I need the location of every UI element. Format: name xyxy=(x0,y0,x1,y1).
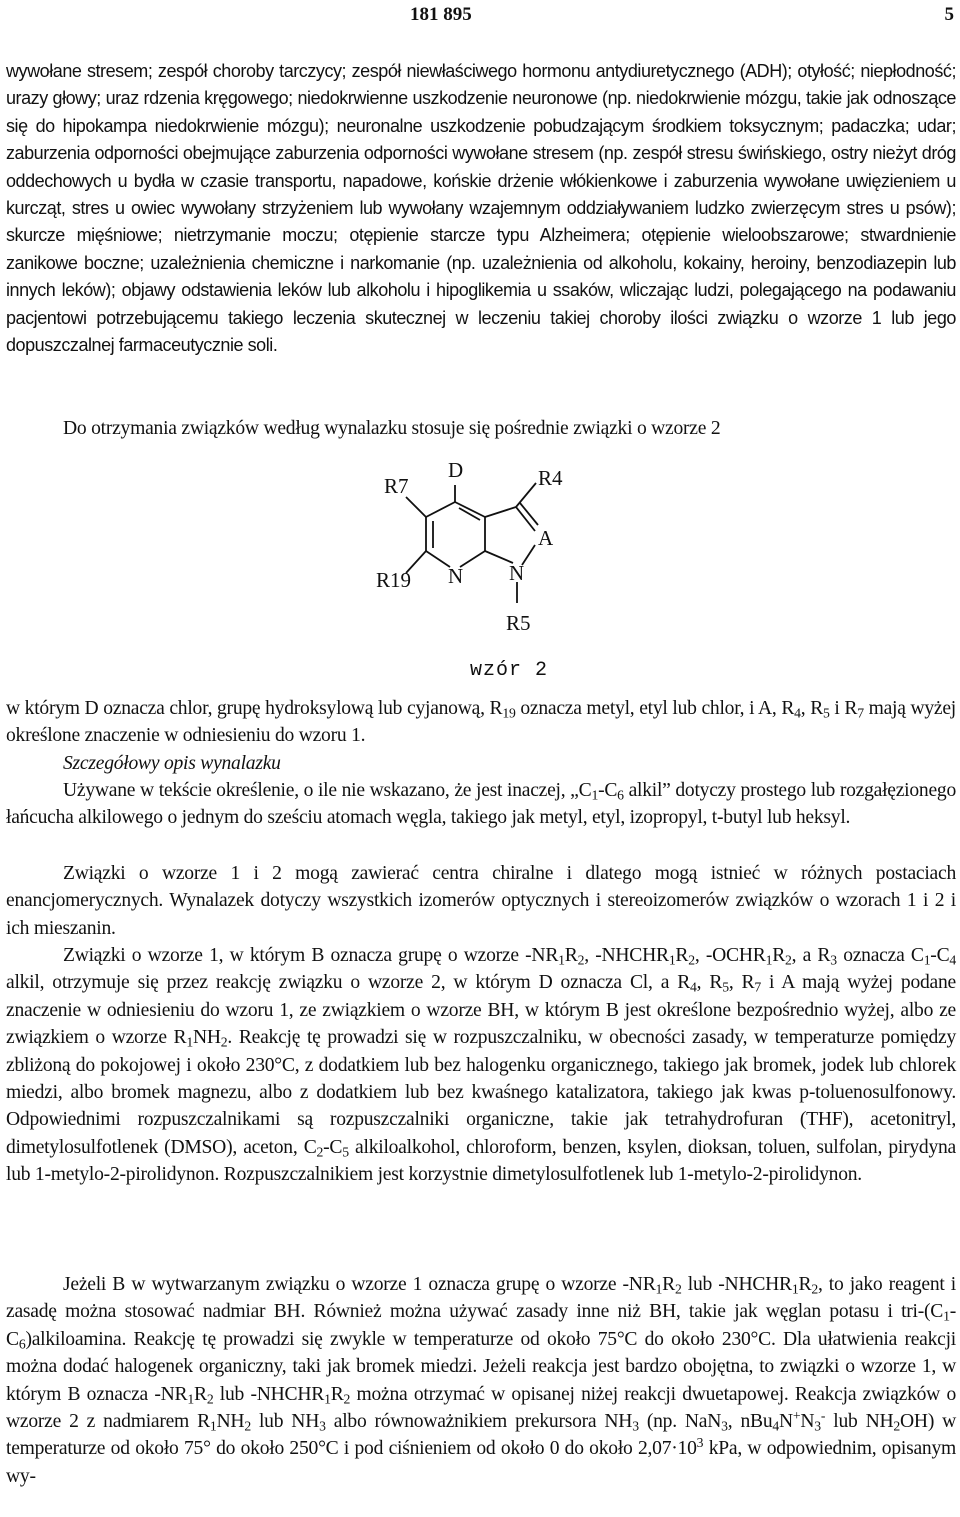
page-index: 5 xyxy=(944,4,954,25)
paragraph-alkyl-definition: Używane w tekście określenie, o ile nie wskazano, że jest inaczej, $„C_1-C_6$ alkil” dotyczy prostego lub rozgałęzionego łańcucha alkilowego o jednym do sześciu atomach węgla, takiego jak metyl, etyl, izopropyl, t-butyl lub heksyl. xyxy=(6,780,956,829)
formula-2-structure xyxy=(370,455,610,655)
patent-number: 181 895 xyxy=(410,4,472,25)
paragraph-formula-definitions: w którym D oznacza chlor, grupę hydroksylową lub cyjanową, $R_{19}$ oznacza metyl, etyl lub chlor, i A, $R_4$, $R_5$ i $R_7$ mają wyżej określone znaczenie w odniesieniu do wzoru 1. xyxy=(6,698,956,747)
label-r19: R19 xyxy=(376,568,412,592)
label-r4: R4 xyxy=(538,466,563,490)
paragraph-reaction-conditions: Związki o wzorze 1, w którym B oznacza grupę o wzorze $-NR_1R_2$, $-NHCHR_1R_2$, $-OCHR_1R_2$, a $R_3$ oznacza $C_1-C_4$ alkil, otrzymuje się przez reakcję związku o wzorze 2, w którym D oznacza Cl, a $R_4$, $R_5$, $R_7$ i A mają wyżej podane znaczenie w odniesieniu do wzoru 1, ze związkiem o wzorze BH, w którym B jest określone bezpośrednio wyżej, albo ze związkiem o wzorze $R_1NH_2$. Reakcję tę prowadzi się w rozpuszczalniku, w obecności zasady, w temperaturze pomiędzy zbliżoną do pokojowej i około 230°C, z dodatkiem lub bez halogenku organicznego, takiego jak bromek, jodek lub chlorek miedzi, albo bromek magnezu, albo z dodatkiem lub bez kwaśnego katalizatora, takiego jak kwas p-toluenosulfonowy. Odpowiednimi rozpuszczalnikami są rozpuszczalniki organiczne, takie jak tetrahydrofuran (THF), acetonitryl, dimetylosulfotlenek (DMSO), aceton, $C_2-C_5$ alkiloalkohol, chloroform, benzen, ksylen, dioksan, toluen, sulfolan, pirydyna lub 1-metylo-2-pirolidynon. Rozpuszczalnikiem jest korzystnie dimetylosulfotlenek lub 1-metylo-2-pirolidynon. xyxy=(6,945,956,1186)
paragraph-diseases-list: wywołane stresem; zespół choroby tarczycy; zespół niewłaściwego hormonu antydiuretycznego (ADH); otyłość; niepłodność; urazy głowy; uraz rdzenia kręgowego; niedokrwienne uszkodzenie neuronowe (np. niedokrwienie mózgu, takie jak odnoszące się do hipokampa niedokrwienie mózgu); neuronalne uszkodzenie pobudzającym środkiem toksycznym; padaczka; udar; zaburzenia odporności obejmujące zaburzenia odporności wywołane stresem (np. zespół stresu świńskiego, ostry nieżyt dróg oddechowych u bydła w czasie transportu, napadowe, końskie drżenie włókienkowe i zaburzenia wywołane uwięzieniem u kurcząt, stres u owiec wywołany strzyżeniem lub wywołany wzajemnym oddziaływaniem ludzko zwierzęcym stres u psów); skurcze mięśniowe; nietrzymanie moczu; otępienie starcze typu Alzheimera; otępienie wieloobszarowe; stwardnienie zanikowe boczne; uzależnienia chemiczne i narkomanie (np. uzależnienia od alkoholu, kokainy, heroiny, benzodiazepin lub innych leków); objawy odstawienia leków lub alkoholu i hipoglikemia u ssaków, wliczając ludzi, polegającego na podawaniu pacjentowi potrzebującemu takiego leczenia skutecznej w leczeniu takiej choroby ilości związku o wzorze 1 lub jego dopuszczalnej farmaceutycznie soli. xyxy=(6,61,956,356)
paragraph-intermediate-intro: Do otrzymania związków według wynalazku stosuje się pośrednie związki o wzorze 2 xyxy=(63,418,721,439)
formula-caption: wzór 2 xyxy=(470,659,549,682)
label-r7: R7 xyxy=(384,474,409,498)
paragraph-chirality: Związki o wzorze 1 i 2 mogą zawierać centra chiralne i dlatego mogą istnieć w różnych postaciach enancjomerycznych. Wynalazek dotyczy wszystkich izomerów optycznych i stereoizomerów związków o wzorach 1 i 2 i ich mieszanin. xyxy=(6,863,956,939)
label-a: A xyxy=(538,526,554,550)
label-n-pyridine: N xyxy=(448,564,464,588)
section-heading: Szczegółowy opis wynalazku xyxy=(63,753,281,774)
page-header xyxy=(0,4,960,28)
label-d: D xyxy=(448,458,464,482)
structure-bonds xyxy=(406,483,538,603)
label-r5: R5 xyxy=(506,611,531,635)
paragraph-excess-bh: Jeżeli B w wytwarzanym związku o wzorze 1 oznacza grupę o wzorze $-NR_1R_2$ lub $-NHCHR_1R_2$, to jako reagent i zasadę można stosować nadmiar BH. Również można używać zasady inne niż BH, takie jak węglan potasu i tri-$(C_1-C_6)alkiloamina$. Reakcję tę prowadzi się zwykle w temperaturze od około 75°C do około 230°C. Dla ułatwienia reakcji można dodać halogenek organiczny, taki jak bromek miedzi. Jeżeli reakcja jest bardzo obojętna, to związki o wzorze 1, w którym B oznacza $-NR_1R_2$ lub $-NHCHR_1R_2$ można otrzymać w opisanej niżej reakcji dwuetapowej. Reakcja związków o wzorze 2 z nadmiarem $R_1NH_2$ lub $NH_3$ albo równoważnikiem prekursora $NH_3$ (np. NaN$_3$, $nBu_4N^+N_3^-$ lub $NH_2OH$) w temperaturze od około 75° do około 250°C i pod ciśnieniem od około 0 do około $2,07\cdot 10^3$ kPa, w odpowiednim, opisanym wy- xyxy=(6,1274,957,1487)
label-n-ring: N xyxy=(509,561,525,585)
